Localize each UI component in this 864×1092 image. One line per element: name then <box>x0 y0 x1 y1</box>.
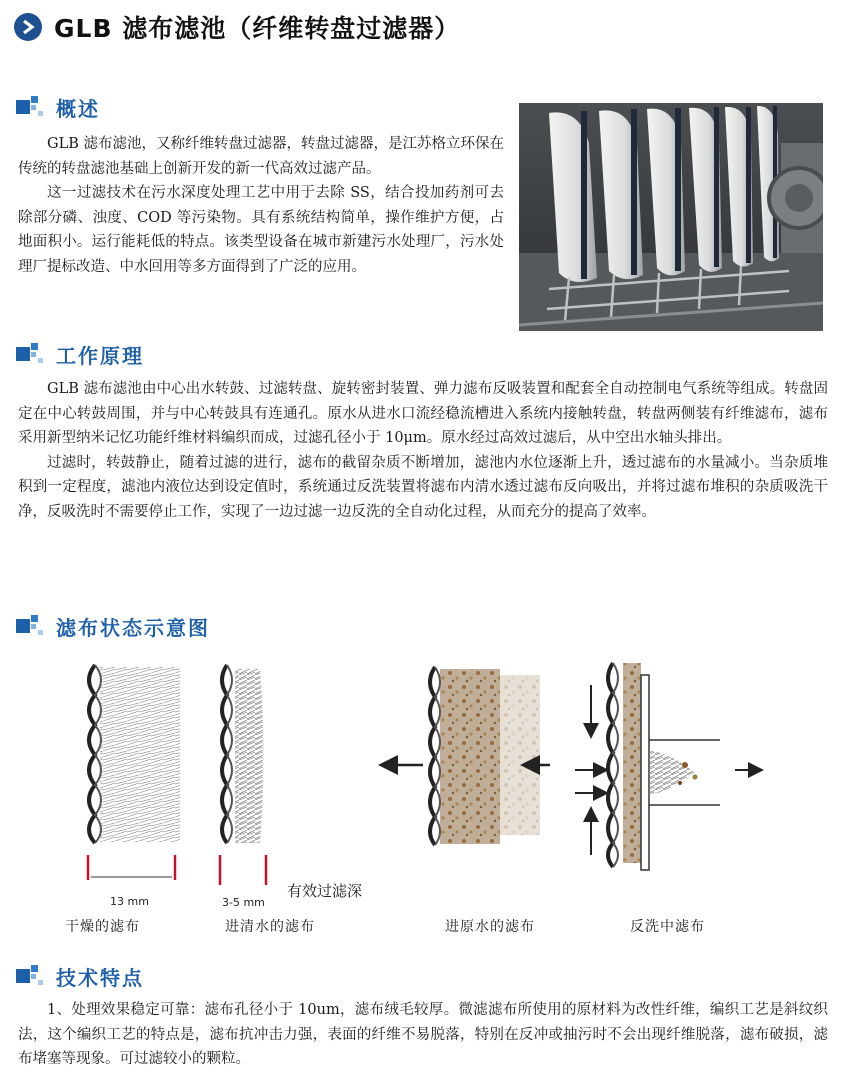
section-title-diagram: 滤布状态示意图 <box>56 615 210 640</box>
filter-disc-photo <box>519 103 823 331</box>
page-title-row <box>14 12 460 42</box>
features-body <box>18 998 828 1072</box>
dim-label-dry: 13 mm <box>110 895 149 908</box>
overview-paragraph: GLB 滤布滤池，又称纤维转盘过滤器，转盘过滤器，是江苏格立环保在传统的转盘滤池基础上创新开发的新一代高效过滤产品。 <box>18 136 504 177</box>
caption-raw-water-cloth: 进原水的滤布 <box>445 919 535 935</box>
caption-dry-cloth: 干燥的滤布 <box>65 919 140 935</box>
section-title-principle: 工作原理 <box>56 343 144 368</box>
principle-body <box>18 377 828 525</box>
filter-cloth-diagram <box>55 655 815 885</box>
features-paragraph: 1、处理效果稳定可靠：滤布孔径小于 10um，滤布绒毛较厚。微滤滤布所使用的原材料为改性纤维，编织工艺是斜纹织法，这个编织工艺的特点是，滤布抗冲击力强，表面的纤维不易脱落，特别在反冲或抽污时不会出现纤维脱落，滤布破损，滤布堵塞等现象。可过滤较小的颗粒。 <box>18 1002 828 1068</box>
overview-body <box>18 132 504 280</box>
page-title: GLB 滤布滤池（纤维转盘过滤器） <box>54 14 461 43</box>
backwash-cloth-figure <box>575 663 760 870</box>
dim-label-wet: 3-5 mm <box>222 896 265 909</box>
section-header-principle <box>16 340 144 368</box>
chevron-right-icon <box>14 13 42 41</box>
section-header-features <box>16 962 144 990</box>
section-header-overview <box>16 93 100 121</box>
overview-paragraph: 这一过滤技术在污水深度处理工艺中用于去除 SS，结合投加药剂可去除部分磷、浊度、COD 等污染物。具有系统结构简单，操作维护方便，占地面积小。运行能耗低的特点。该类型设备在城市新建污水处理厂，污水处理厂提标改造、中水回用等多方面得到了广泛的应用。 <box>18 185 504 275</box>
principle-paragraph: GLB 滤布滤池由中心出水转鼓、过滤转盘、旋转密封装置、弹力滤布反吸装置和配套全自动控制电气系统等组成。转盘固定在中心转鼓周围，并与中心转鼓具有连通孔。原水从进水口流经稳流槽进入系统内接触转盘，转盘两侧装有纤维滤布，滤布采用新型纳米记忆功能纤维材料编织而成，过滤孔径小于 10μm。原水经过高效过滤后，从中空出水轴头排出。 <box>18 381 828 447</box>
caption-clean-water-cloth: 进清水的滤布 <box>225 919 315 935</box>
blue-squares-icon <box>16 964 44 988</box>
raw-water-cloth-figure <box>383 667 550 845</box>
section-header-diagram <box>16 612 210 640</box>
dry-cloth-figure <box>88 665 180 880</box>
section-title-overview: 概述 <box>56 96 100 121</box>
caption-backwash-cloth: 反洗中滤布 <box>630 919 705 935</box>
blue-squares-icon <box>16 614 44 638</box>
section-title-features: 技术特点 <box>56 965 144 990</box>
wet-cloth-figure <box>220 665 266 885</box>
principle-paragraph: 过滤时，转鼓静止，随着过滤的进行，滤布的截留杂质不断增加，滤池内水位逐渐上升，透过滤布的水量减小。当杂质堆积到一定程度，滤池内液位达到设定值时，系统通过反洗装置将滤布内清水透过滤布反向吸出，并将过滤布堆积的杂质吸洗干净，反吸洗时不需要停止工作，实现了一边过滤一边反洗的全自动化过程，从而充分的提高了效率。 <box>18 454 828 520</box>
effective-depth-label: 有效过滤深 <box>287 882 363 900</box>
blue-squares-icon <box>16 342 44 366</box>
blue-squares-icon <box>16 95 44 119</box>
